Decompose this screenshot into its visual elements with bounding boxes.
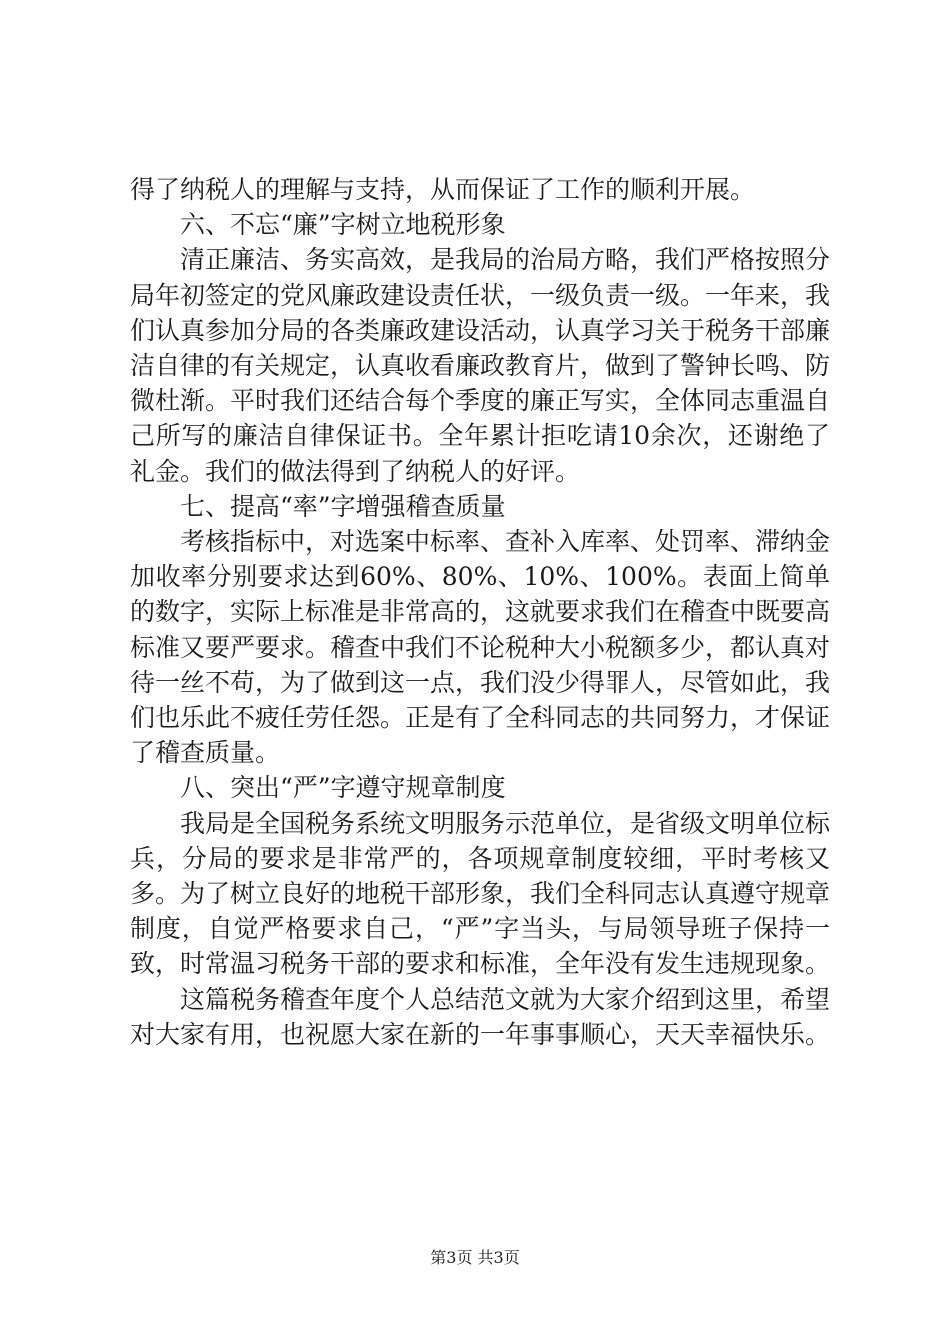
- paragraph-1: 得了纳税人的理解与支持，从而保证了工作的顺利开展。: [130, 175, 756, 204]
- section-heading-6: 六、不忘“廉”字树立地税形象: [180, 210, 506, 240]
- section-heading-8: 八、突出“严”字遵守规章制度: [180, 773, 506, 803]
- closing-paragraph: 这篇税务稽查年度个人总结范文就为大家介绍到这里，希望对大家有用，也祝愿大家在新的一年事事顺心，天天幸福快乐。: [130, 984, 831, 1049]
- paragraph-2: 清正廉洁、务实高效，是我局的治局方略，我们严格按照分局年初签定的党风廉政建设责任状，一级负责一级。一年来，我们认真参加分局的各类廉政建设活动，认真学习关于税务干部廉洁自律的有关规定，认真收看廉政教育片，做到了警钟长鸣、防微杜渐。平时我们还结合每个季度的廉正写实，全体同志重温自己所写的廉洁自律保证书。全年累计拒吃请10余次，还谢绝了礼金。我们的做法得到了纳税人的好评。: [130, 245, 831, 486]
- page-number-footer: 第3页 共3页: [430, 1248, 520, 1267]
- paragraph-3: 考核指标中，对选案中标率、查补入库率、处罚率、滞纳金加收率分别要求达到60%、80%、10%、100%。表面上简单的数字，实际上标准是非常高的，这就要求我们在稽查中既要高标准又要严要求。稽查中我们不论税种大小税额多少，都认真对待一丝不苟，为了做到这一点，我们没少得罪人，尽管如此，我们也乐此不疲任劳任怨。正是有了全科同志的共同努力，才保证了稽查质量。: [130, 527, 831, 768]
- paragraph-4: 我局是全国税务系统文明服务示范单位，是省级文明单位标兵，分局的要求是非常严的，各项规章制度较细，平时考核又多。为了树立良好的地税干部形象，我们全科同志认真遵守规章制度，自觉严格要求自己，“严”字当头，与局领导班子保持一致，时常温习税务干部的要求和标准，全年没有发生违规现象。: [130, 808, 831, 979]
- section-heading-7: 七、提高“率”字增强稽查质量: [180, 491, 506, 521]
- document-body: [130, 172, 830, 1052]
